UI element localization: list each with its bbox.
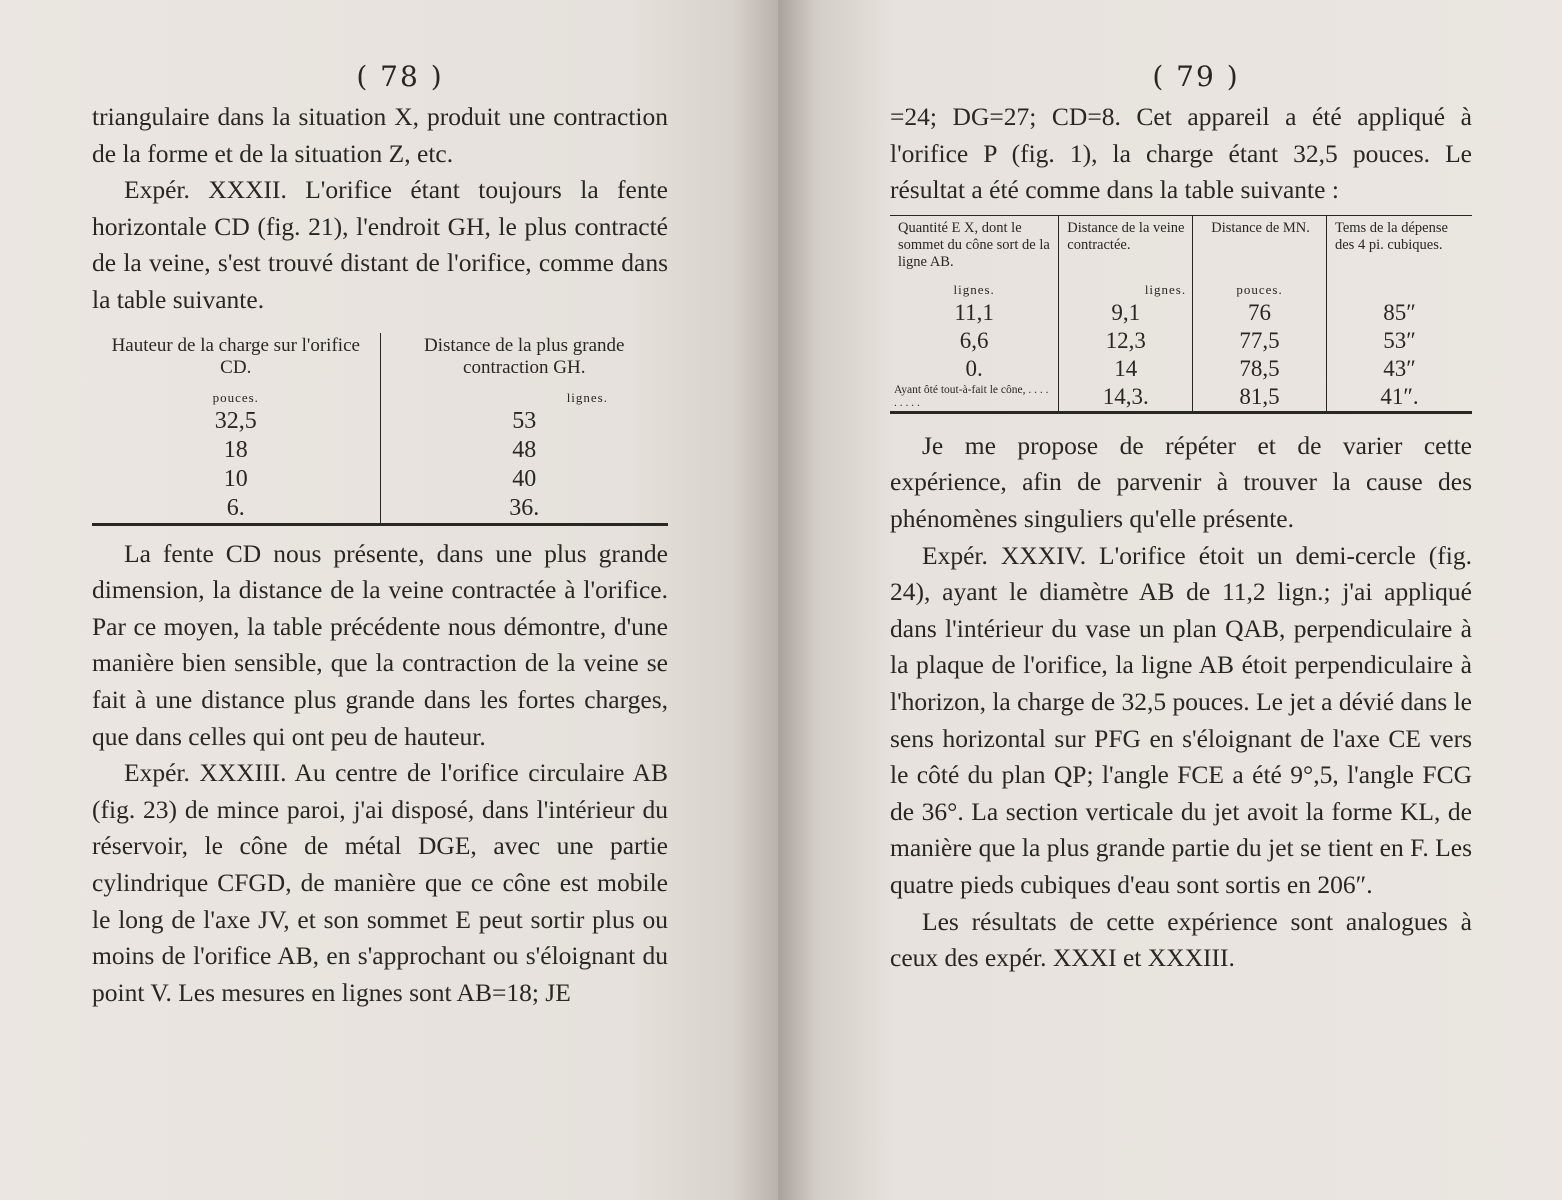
- table-cell: 43″: [1326, 355, 1472, 383]
- table-row: [890, 327, 1472, 355]
- table-cell: 6.: [226, 494, 245, 521]
- page-number: ( 78 ): [356, 60, 444, 93]
- table-cell: 11,1: [954, 299, 994, 325]
- paragraph: Expér. XXXIV. L'orifice étoit un demi-cercle (fig. 24), ayant le diamètre AB de 11,2 lign.; j'ai appliqué dans l'intérieur du vase un plan QAB, perpendiculaire à la plaque de l'orifice, la ligne AB étoit perpendiculaire à l'horizon, la charge de 32,5 pouces. Le jet a dévié dans le sens horizontal sur PFG en s'éloignant de l'axe CE vers le côté du plan QP; l'angle FCE a été 9°,5, l'angle FCG de 36°. La section verticale du jet avoit la forme KL, de manière que la plus grande partie du jet se tient en F. Les quatre pieds cubiques d'eau sont sortis en 206″.: [890, 540, 1472, 899]
- table-row: [890, 299, 1472, 327]
- unit-label: lignes.: [953, 281, 995, 297]
- table-cell: 14: [1059, 355, 1193, 383]
- table-cell: 76: [1193, 299, 1327, 327]
- paragraph: =24; DG=27; CD=8. Cet appareil a été appliqué à l'orifice P (fig. 1), la charge étant 32,5 pouces. Le résultat a été comme dans la table suivante :: [890, 102, 1472, 205]
- table-cell: 32,5: [214, 407, 257, 434]
- table-cell: 0.: [965, 355, 983, 381]
- unit-label: pouces.: [1193, 281, 1327, 299]
- data-table: [890, 215, 1472, 414]
- table-cell: 14,3.: [1059, 383, 1193, 413]
- unit-label: lignes.: [380, 389, 668, 407]
- table-cell: 9,1: [1059, 299, 1193, 327]
- page-number: ( 79 ): [1152, 60, 1240, 93]
- paragraph: La fente CD nous présente, dans une plus grande dimension, la distance de la veine contractée à l'orifice. Par ce moyen, la table précédente nous démontre, d'une manière bien sensible, que la contraction de la veine se fait à une distance plus grande dans les fortes charges, que dans celles qui ont peu de hauteur.: [92, 538, 668, 751]
- table-header: Distance de la plus grande contraction GH.: [380, 333, 668, 389]
- table-cell: 78,5: [1193, 355, 1327, 383]
- paragraph: Expér. XXXII. L'orifice étant toujours la fente horizontale CD (fig. 21), l'endroit GH, le plus contracté de la veine, s'est trouvé distant de l'orifice, comme dans la table suivante.: [92, 175, 668, 314]
- table-cell: 41″.: [1326, 383, 1472, 413]
- table-header: Tems de la dépense des 4 pi. cubiques.: [1326, 215, 1472, 281]
- data-table: [92, 333, 668, 526]
- table-cell: 81,5: [1193, 383, 1327, 413]
- table-cell: 18: [223, 436, 248, 463]
- table-cell: 40: [380, 465, 668, 494]
- unit-label: pouces.: [212, 389, 259, 405]
- left-page: [0, 0, 778, 1200]
- table-cell: 12,3: [1059, 327, 1193, 355]
- paragraph: Les résultats de cette expérience sont analogues à ceux des expér. XXXI et XXXIII.: [890, 906, 1472, 973]
- table-cell: 53″: [1326, 327, 1472, 355]
- paragraph: triangulaire dans la situation X, produit une contraction de la forme et de la situation Z, etc.: [92, 102, 668, 168]
- unit-label: [1326, 281, 1472, 299]
- table-row: [92, 494, 668, 525]
- table-header: Quantité E X, dont le sommet du cône sort de la ligne AB.: [898, 219, 1050, 270]
- table-header: Hauteur de la charge sur l'orifice CD.: [111, 334, 360, 378]
- paragraph: Expér. XXXIII. Au centre de l'orifice circulaire AB (fig. 23) de mince paroi, j'ai disposé, dans l'intérieur du réservoir, le cône de métal DGE, avec une partie cylindrique CFGD, de manière que ce cône est mobile le long de l'axe JV, et son sommet E peut sortir plus ou moins de l'orifice AB, en s'approchant ou s'éloignant du point V. Les mesures en lignes sont AB=18; JE: [92, 758, 668, 1007]
- table-header: Distance de MN.: [1193, 215, 1327, 281]
- table-row: [92, 465, 668, 494]
- paragraph: Je me propose de répéter et de varier cette expérience, afin de parvenir à trouver la cause des phénomènes singuliers qu'elle présente.: [890, 430, 1472, 533]
- table-cell: 10: [223, 465, 248, 492]
- table-row: [890, 383, 1472, 413]
- unit-label: lignes.: [1059, 281, 1193, 299]
- table-cell: 77,5: [1193, 327, 1327, 355]
- table-cell: 53: [380, 407, 668, 436]
- table-cell: Ayant ôté tout-à-fait le cône, . . . . . . . . .: [894, 383, 1049, 409]
- table-cell: 36.: [380, 494, 668, 525]
- table-header: Distance de la veine contractée.: [1059, 215, 1193, 281]
- table-cell: 6,6: [959, 327, 989, 353]
- table-row: [92, 436, 668, 465]
- table-cell: 85″: [1326, 299, 1472, 327]
- table-cell: 48: [380, 436, 668, 465]
- table-row: [890, 355, 1472, 383]
- right-page: [778, 0, 1562, 1200]
- table-row: [92, 407, 668, 436]
